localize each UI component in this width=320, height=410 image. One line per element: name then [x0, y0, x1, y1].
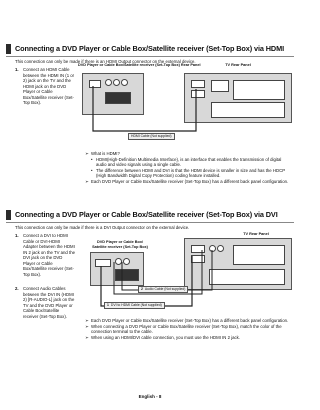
step-text: Connect an HDMI Cable between the HDMI IN (1 or 2) jack on the TV and the HDMI jack on the DVD Player or Cable Box/Satellite receiver (Set-Top Box).: [23, 67, 75, 105]
hdmi-cable: [76, 63, 294, 143]
arrow-icon: ➣: [85, 151, 89, 156]
dvi-notes: [85, 318, 290, 340]
dvi-hdmi2-note: When using an HDMI/DVI cable connection, you must use the HDMI IN 2 jack.: [91, 334, 241, 340]
step-2-marker: 2: [141, 287, 143, 291]
hdmi-step-1: [15, 67, 75, 106]
heading-bar: [6, 210, 11, 220]
dvi-section-heading: [6, 210, 294, 220]
dvi-intro: This connection can only be made if there is a DVI Output connector on the external device.: [15, 225, 190, 230]
step-number: 1.: [15, 233, 19, 238]
hdmi-notes: [85, 151, 290, 184]
hdmi-back-panel-note: Each DVD Player or Cable Box/Satellite receiver (Set-Top Box) has a different back panel configuration.: [91, 178, 289, 184]
hdmi-dvi-difference: The difference between HDMI and DVI is that the HDMI device is smaller in size and has the HDCP (High Bandwidth Digital Copy Protection) coding feature installed.: [96, 167, 285, 178]
bullet-icon: •: [91, 156, 93, 162]
hdmi-cable-label: HDMI Cable (Not supplied): [128, 133, 175, 140]
hdmi-rule: [6, 56, 294, 57]
hdmi-connection-diagram: [76, 63, 294, 143]
hdmi-section-heading: [6, 44, 294, 54]
dvi-cable-label: [104, 302, 165, 309]
dvi-tv-label: TV Rear Panel: [243, 232, 269, 236]
heading-bar: [6, 44, 11, 54]
step-text: Connect a DVI to HDMI Cable or DVI-HDMI Adapter between the HDMI IN 2 jack on the TV and the DVI jack on the DVD Player or Cable Box/Satellite receiver (Set-Top Box).: [23, 233, 75, 277]
hdmi-title: Connecting a DVD Player or Cable Box/Satellite receiver (Set-Top Box) via HDMI: [15, 44, 285, 53]
dvi-connection-diagram: [76, 232, 294, 314]
hdmi-intro: This connection can only be made if there is an HDMI Output connector on the external device.: [15, 59, 196, 64]
dvi-color-match-note: When connecting a DVD Player or Cable Box/Satellite receiver (Set-Top Box), match the color of the connection terminal to the cable.: [91, 323, 282, 334]
arrow-icon: ➣: [85, 178, 89, 184]
page-number: English - 8: [138, 394, 162, 399]
audio-cable-text: Audio Cable (Not supplied): [144, 287, 186, 291]
note-what-is-hdmi: What is HDMI?: [91, 151, 120, 156]
step-number: 1.: [15, 67, 19, 72]
dvi-title: Connecting a DVD Player or Cable Box/Satellite receiver (Set-Top Box) via DVI: [15, 210, 278, 219]
dvi-device-label: DVD Player or Cable Box/ Satellite receiver (Set-Top Box): [92, 240, 148, 249]
bullet-icon: •: [91, 167, 93, 173]
hdmi-device-label: DVD Player or Cable Box/Satellite receiver (Set-Top Box) Rear Panel: [78, 63, 201, 67]
step-1-marker: 1: [107, 303, 109, 307]
hdmi-tv-label: TV Rear Panel: [225, 63, 251, 67]
arrow-icon: ➣: [85, 334, 89, 340]
arrow-icon: ➣: [85, 323, 89, 329]
dvi-rule: [6, 222, 294, 223]
dvi-cable-text: DVI to HDMI Cable (Not supplied): [110, 303, 162, 307]
step-text: Connect Audio Cables between the DVI IN (HDMI 2) [R-AUDIO-L] jack on the TV and the DVD Player or Cable Box/Satellite receiver (Set-Top Box).: [23, 286, 75, 319]
arrow-icon: ➣: [85, 318, 89, 323]
hdmi-definition: HDMI(High-Definition Multimedia Interface), is an interface that enables the transmission of digital audio and video signals using a single cable.: [96, 156, 282, 167]
dvi-back-panel-note: Each DVD Player or Cable Box/Satellite receiver (Set-Top Box) has a different back panel configuration.: [91, 318, 289, 323]
audio-cable-label: [138, 286, 188, 293]
dvi-step-2: [15, 286, 75, 319]
dvi-step-1: [15, 233, 75, 277]
step-number: 2.: [15, 286, 19, 291]
